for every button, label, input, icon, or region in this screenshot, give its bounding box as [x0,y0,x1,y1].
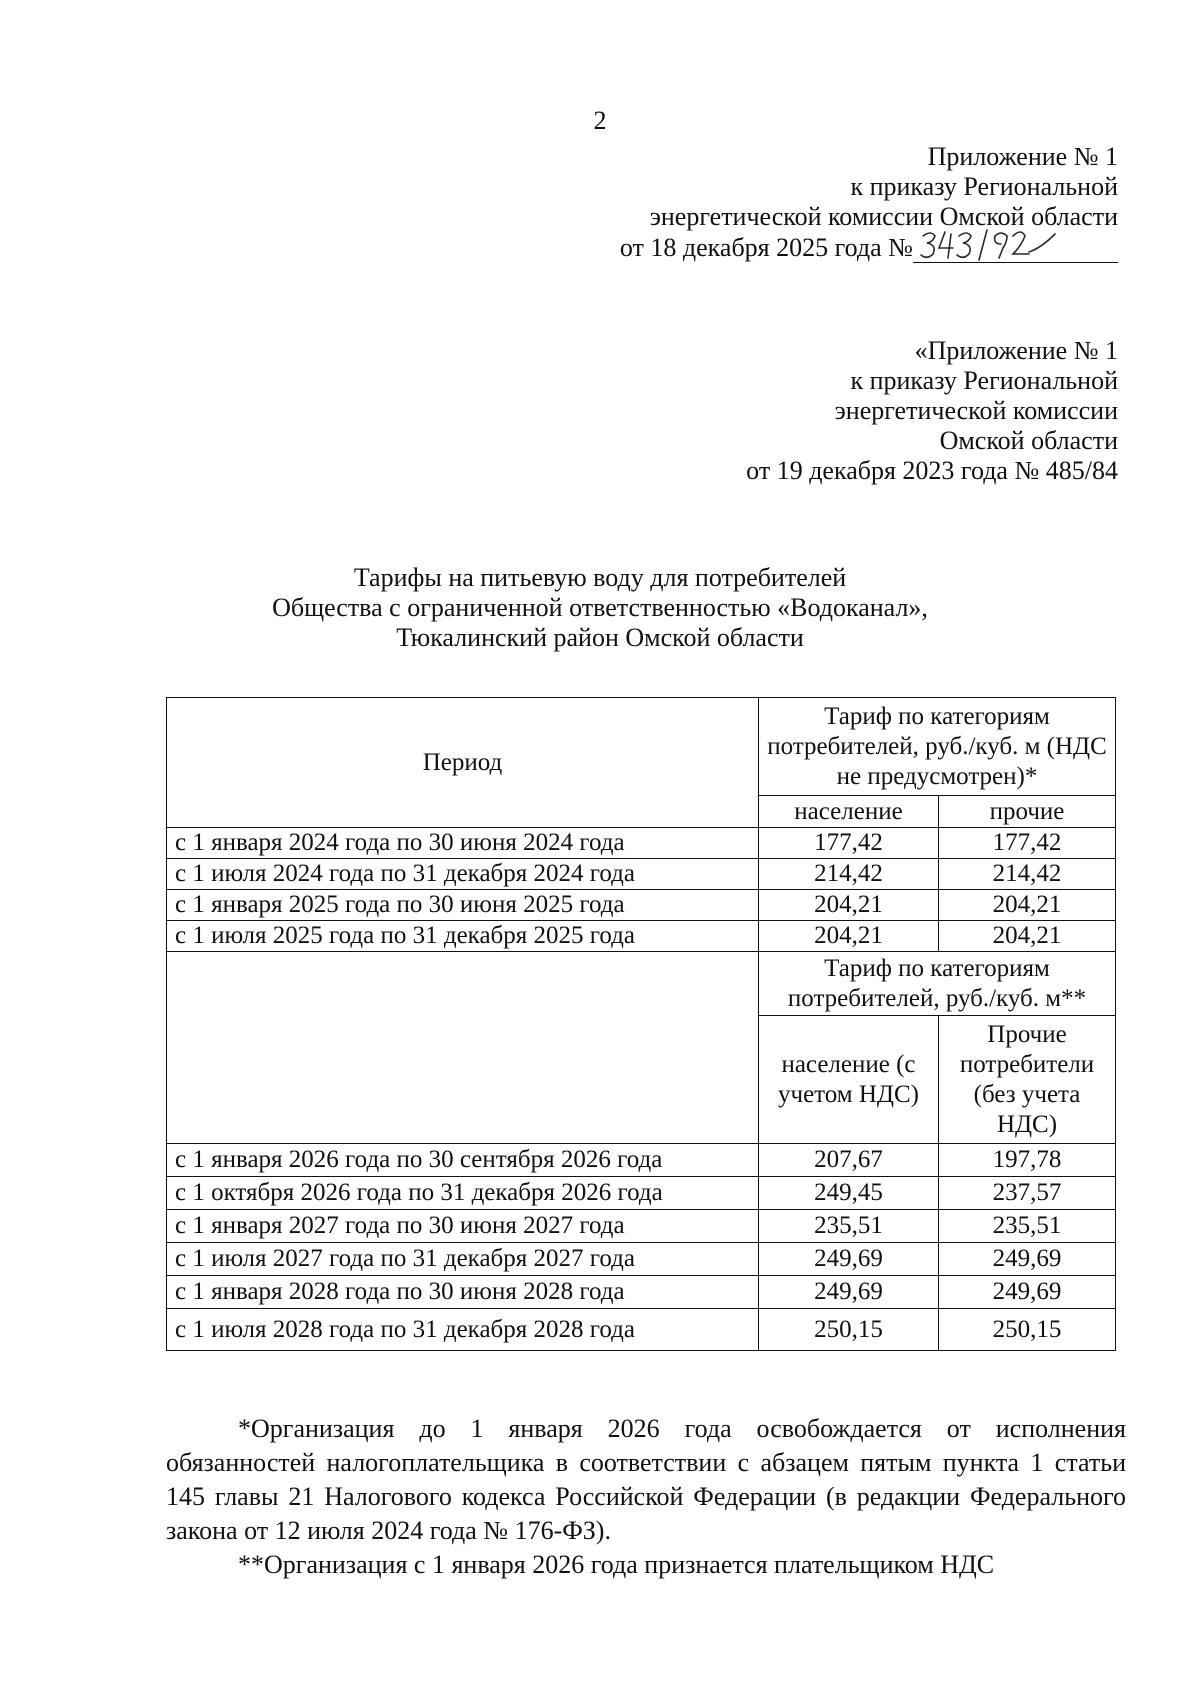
other-cell: 249,69 [939,1276,1116,1309]
other-cell: 177,42 [939,828,1116,859]
appendix-order-ref: к приказу Региональной [850,172,1118,201]
table-row [167,1210,1116,1243]
period-cell: с 1 января 2028 года по 30 июня 2028 года [167,1276,759,1309]
period-cell: с 1 июля 2028 года по 31 декабря 2028 года [167,1309,759,1351]
title-line-1: Тарифы на питьевую воду для потребителей [353,563,847,592]
other-cell: 237,57 [939,1177,1116,1210]
tariff-table [166,697,1116,1351]
other-cell: 204,21 [939,921,1116,952]
population-cell: 177,42 [759,828,939,859]
order-date-text: от 18 декабря 2025 года № [619,233,913,262]
other-cell: 235,51 [939,1210,1116,1243]
period-cell: с 1 июля 2025 года по 31 декабря 2025 года [167,921,759,952]
table-row [167,859,1116,890]
page-number: 2 [593,106,607,135]
period-cell: с 1 октября 2026 года по 31 декабря 2026 года [167,1177,759,1210]
quoted-appendix-commission: энергетической комиссии [834,396,1118,425]
population-cell: 214,42 [759,859,939,890]
period-cell: с 1 января 2025 года по 30 июня 2025 года [167,890,759,921]
table-row [167,1243,1116,1276]
other-cell: 214,42 [939,859,1116,890]
table-row [167,1177,1116,1210]
population-cell: 249,69 [759,1276,939,1309]
population-cell: 249,69 [759,1243,939,1276]
appendix-order-date [620,232,1118,263]
table-row [167,828,1116,859]
population-cell: 207,67 [759,1144,939,1177]
footnotes [166,1412,1126,1582]
table-row [167,1276,1116,1309]
appendix-title: Приложение № 1 [927,142,1118,171]
population-cell: 235,51 [759,1210,939,1243]
header-other-2: Прочие потребители (без учета НДС) [939,1016,1116,1144]
other-cell: 249,69 [939,1243,1116,1276]
period-cell: с 1 июля 2027 года по 31 декабря 2027 года [167,1243,759,1276]
empty-header-cell [167,952,759,1144]
footnote-1: *Организация до 1 января 2026 года освобождается от исполнения обязанностей налогоплательщика в соответствии с абзацем пятым пункта 1 статьи 145 главы 21 Налогового кодекса Российской Федерации (в редакции Федерального закона от 12 июля 2024 года № 176-ФЗ). [166,1414,1126,1545]
header-other-1: прочие [939,796,1116,828]
document-title [0,563,1200,653]
header-tariff-1: Тариф по категориям потребителей, руб./куб. м (НДС не предусмотрен)* [759,698,1116,796]
period-cell: с 1 января 2027 года по 30 июня 2027 года [167,1210,759,1243]
population-cell: 204,21 [759,890,939,921]
population-cell: 204,21 [759,921,939,952]
header-population-1: население [759,796,939,828]
quoted-appendix-region: Омской области [939,426,1118,455]
other-cell: 197,78 [939,1144,1116,1177]
table-row [167,890,1116,921]
other-cell: 204,21 [939,890,1116,921]
table-row [167,921,1116,952]
header-period: Период [167,698,759,828]
table-header-row [167,698,1116,796]
appendix-header [620,142,1118,263]
period-cell: с 1 июля 2024 года по 31 декабря 2024 года [167,859,759,890]
title-line-3: Тюкалинский район Омской области [396,623,804,652]
header-population-2: население (с учетом НДС) [759,1016,939,1144]
population-cell: 250,15 [759,1309,939,1351]
quoted-appendix-title: «Приложение № 1 [914,336,1118,365]
title-line-2: Общества с ограниченной ответственностью «Водоканал», [272,593,928,622]
footnote-2: **Организация с 1 января 2026 года признается плательщиком НДС [238,1550,995,1579]
table-row [167,1144,1116,1177]
period-cell: с 1 января 2026 года по 30 сентября 2026 года [167,1144,759,1177]
table-row [167,1309,1116,1351]
quoted-appendix-date: от 19 декабря 2023 года № 485/84 [746,456,1118,485]
quoted-appendix-header [746,336,1118,486]
period-cell: с 1 января 2024 года по 30 июня 2024 года [167,828,759,859]
handwritten-order-number [913,232,1118,263]
quoted-appendix-order-ref: к приказу Региональной [850,366,1118,395]
other-cell: 250,15 [939,1309,1116,1351]
header-tariff-2: Тариф по категориям потребителей, руб./куб. м** [759,952,1116,1016]
table-header-row-2 [167,952,1116,1016]
handwritten-signature-number [915,224,1065,264]
appendix-commission: энергетической комиссии Омской области [649,202,1118,231]
population-cell: 249,45 [759,1177,939,1210]
